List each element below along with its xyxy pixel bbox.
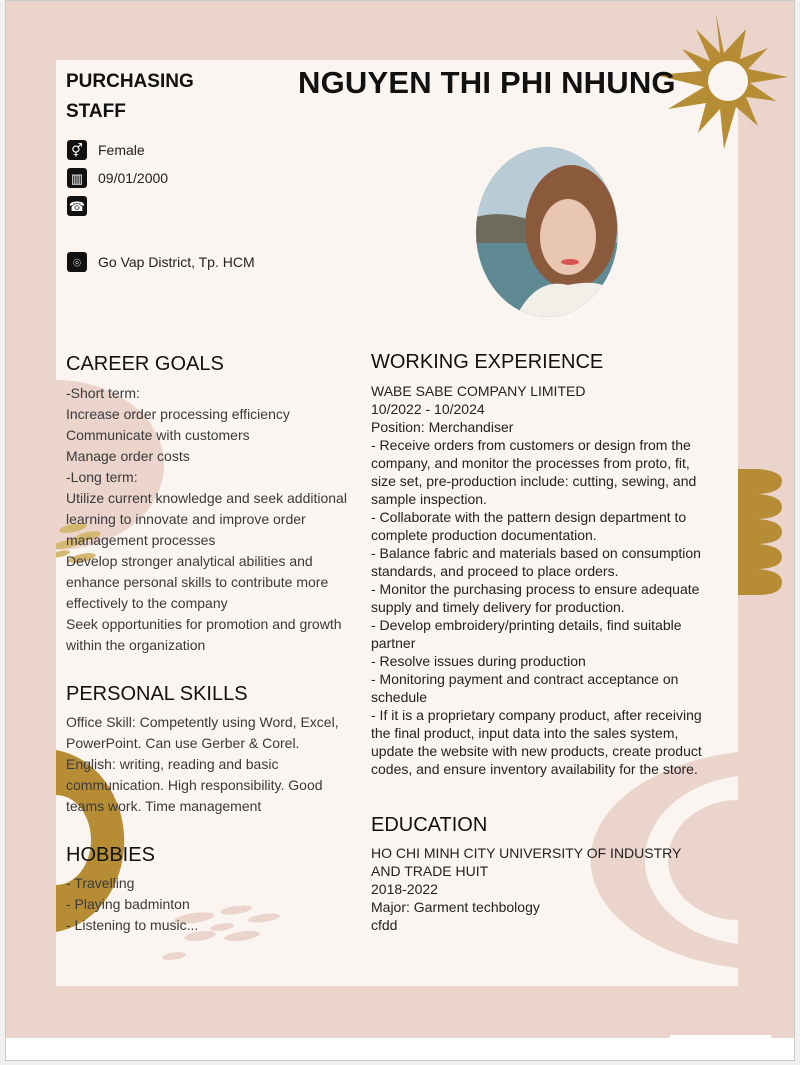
experience-line: complete production documentation.	[371, 527, 597, 543]
experience-line: update the website with new products, create product	[371, 743, 702, 759]
career-goals-line: Increase order processing efficiency	[66, 406, 290, 422]
profile-photo-placeholder	[476, 147, 618, 317]
hobby-item: - Playing badminton	[66, 896, 190, 912]
birthday-cake-icon: ▥	[67, 168, 87, 188]
career-goals-line: Communicate with customers	[66, 427, 250, 443]
job-title-line-1: PURCHASING	[66, 71, 194, 92]
experience-line: - Monitoring payment and contract acceptance on	[371, 671, 679, 687]
career-goals-line: Develop stronger analytical abilities and	[66, 553, 313, 569]
education-school-cont: AND TRADE HUIT	[371, 863, 489, 879]
phone-icon: ☎	[67, 196, 87, 216]
personal-skills-line: PowerPoint. Can use Gerber & Corel.	[66, 735, 300, 751]
experience-line: - Resolve issues during production	[371, 653, 586, 669]
decorative-gold-starburst	[656, 6, 794, 151]
experience-line: partner	[371, 635, 416, 651]
experience-company: WABE SABE COMPANY LIMITED	[371, 383, 586, 399]
page-bottom-margin	[6, 1038, 794, 1061]
career-goals-line: Seek opportunities for promotion and growth	[66, 616, 342, 632]
location-pin-icon: ⌾	[67, 252, 87, 272]
education-note: cfdd	[371, 917, 398, 933]
resume-page	[6, 1, 794, 1038]
experience-line: schedule	[371, 689, 428, 705]
education-years: 2018-2022	[371, 881, 438, 897]
document-page-frame	[5, 0, 795, 1061]
experience-line: standards, and proceed to place orders.	[371, 563, 619, 579]
career-goals-line: management processes	[66, 532, 216, 548]
birthday-value: 09/01/2000	[98, 170, 169, 186]
career-goals-line: -Short term:	[66, 385, 140, 401]
experience-line: - If it is a proprietary company product, after receiving	[371, 707, 702, 723]
working-experience-heading: WORKING EXPERIENCE	[371, 351, 604, 373]
career-goals-line: -Long term:	[66, 469, 138, 485]
personal-skills-heading: PERSONAL SKILLS	[66, 683, 248, 705]
education-list	[371, 844, 716, 934]
experience-line: company, and monitor the processes from proto, fit,	[371, 455, 690, 471]
info-address	[67, 252, 255, 272]
experience-line: the final product, input data into the sales system,	[371, 725, 679, 741]
experience-line: sample inspection.	[371, 491, 487, 507]
experience-line: - Balance fabric and materials based on consumption	[371, 545, 701, 561]
education-major: Major: Garment techbology	[371, 899, 540, 915]
education-school: HO CHI MINH CITY UNIVERSITY OF INDUSTRY	[371, 845, 682, 861]
hobby-item: - Listening to music...	[66, 917, 199, 933]
experience-dates: 10/2022 - 10/2024	[371, 401, 485, 417]
career-goals-heading: CAREER GOALS	[66, 353, 224, 375]
career-goals-line: Manage order costs	[66, 448, 190, 464]
career-goals-line: Utilize current knowledge and seek additional	[66, 490, 347, 506]
education-heading: EDUCATION	[371, 814, 488, 836]
info-gender	[67, 140, 145, 160]
career-goals-line: learning to innovate and improve order	[66, 511, 306, 527]
experience-line: - Develop embroidery/printing details, find suitable	[371, 617, 682, 633]
gender-value: Female	[98, 142, 145, 158]
experience-line: size set, pre-production include: cutting, sewing, and	[371, 473, 697, 489]
career-goals-line: effectively to the company	[66, 595, 228, 611]
address-value: Go Vap District, Tp. HCM	[98, 254, 255, 270]
job-title	[66, 67, 266, 127]
experience-line: - Receive orders from customers or design from the	[371, 437, 691, 453]
experience-line: - Collaborate with the pattern design department to	[371, 509, 687, 525]
personal-skills-list	[66, 712, 356, 817]
experience-position: Position: Merchandiser	[371, 419, 514, 435]
career-goals-list	[66, 383, 356, 656]
career-goals-line: within the organization	[66, 637, 206, 653]
hobby-item: - Travelling	[66, 875, 135, 891]
decorative-gold-scallops	[738, 469, 783, 596]
hobbies-list	[66, 873, 356, 936]
experience-line: supply and timely delivery for production.	[371, 599, 625, 615]
working-experience-list	[371, 382, 716, 778]
personal-skills-line: English: writing, reading and basic	[66, 756, 279, 772]
personal-skills-line: Office Skill: Competently using Word, Excel,	[66, 714, 339, 730]
gender-icon: ⚥	[67, 140, 87, 160]
hobbies-heading: HOBBIES	[66, 844, 155, 866]
candidate-name: NGUYEN THI PHI NHUNG	[298, 65, 676, 100]
career-goals-line: enhance personal skills to contribute more	[66, 574, 329, 590]
info-phone	[67, 196, 98, 216]
personal-skills-line: teams work. Time management	[66, 798, 262, 814]
job-title-line-2: STAFF	[66, 101, 126, 122]
experience-line: codes, and ensure inventory availability for the store.	[371, 761, 698, 777]
profile-photo	[476, 147, 618, 317]
info-birthday	[67, 168, 168, 188]
experience-line: - Monitor the purchasing process to ensure adequate	[371, 581, 700, 597]
personal-skills-line: communication. High responsibility. Good	[66, 777, 323, 793]
